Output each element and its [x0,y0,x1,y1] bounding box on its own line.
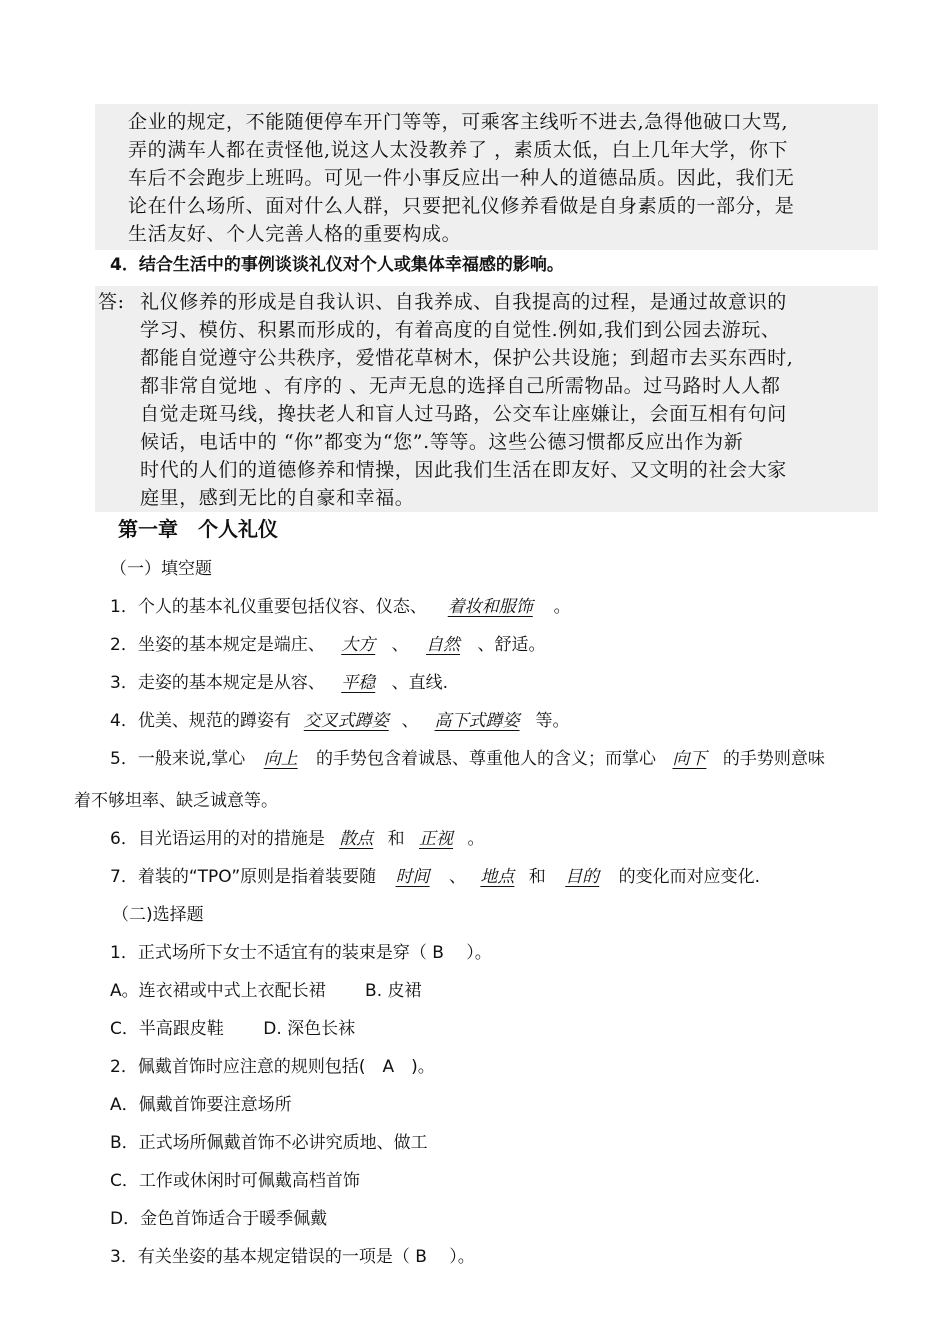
fill-item-6 [110,826,484,852]
choice-line: 2．佩戴首饰时应注意的规则包括( A )。 [110,1057,435,1077]
choice-line: 1．正式场所下女士不适宜有的装束是穿（ B ）。 [110,943,492,963]
fill-text: 、 [448,867,472,887]
answer-line: 都能自觉遵守公共秩序，爱惜花草树木，保护公共设施；到超市去买东西时, [140,347,794,369]
intro-line: 企业的规定，不能随便停车开门等等，可乘客主线听不进去,急得他破口大骂, [128,111,789,133]
answer-line: 学习、模仿、积累而形成的，有着高度的自觉性.例如,我们到公园去游玩、 [140,319,781,341]
fill-text: 4．优美、规范的蹲姿有 [110,711,291,731]
fill-text: 5．一般来说,掌心 [110,749,246,769]
fill-text: 的手势包含着诚恳、尊重他人的含义；而掌心 [316,749,657,769]
fill-text: 1．个人的基本礼仪重要包括仪容、仪态、 [110,597,427,617]
fill-answer: 地点 [480,867,515,887]
fill-answer: 交叉式蹲姿 [303,711,389,731]
answer-label: 答: [98,291,125,313]
answer-line: 候话，电话中的 “你”都变为“您”.等等。这些公德习惯都反应出作为新 [140,431,744,453]
choice-line: C．工作或休闲时可佩戴高档首饰 [110,1171,360,1191]
fill-text: 6．目光语运用的对的措施是 [110,829,325,849]
fill-text: 3．走姿的基本规定是从容、 [110,673,325,693]
choice-line: B．正式场所佩戴首饰不必讲究质地、做工 [110,1133,428,1153]
fill-text: 、 [401,711,425,731]
fill-answer: 自然 [426,635,461,655]
fill-answer: 散点 [339,829,374,849]
answer-line: 时代的人们的道德修养和情操，因此我们生活在即友好、又文明的社会大家 [140,459,787,481]
answer-line: 庭里，感到无比的自豪和幸福。 [140,487,415,509]
fill-section-heading: （一）填空题 [110,559,212,579]
choice-line: D．金色首饰适合于暖季佩戴 [110,1209,328,1229]
fill-text: 2．坐姿的基本规定是端庄、 [110,635,325,655]
fill-text: 。 [553,597,571,617]
fill-text: 的变化而对应变化. [618,867,760,887]
fill-answer: 目的 [565,867,600,887]
intro-line: 论在什么场所、面对什么人群，只要把礼仪修养看做是自身素质的一部分，是 [128,195,795,217]
intro-line: 车后不会跑步上班吗。可见一件小事反应出一种人的道德品质。因此，我们无 [128,167,795,189]
fill-text: 和 [528,867,552,887]
fill-answer: 着妆和服饰 [447,597,533,617]
fill-item-2 [110,632,545,658]
choice-section-heading: （二)选择题 [112,905,204,925]
fill-text: 、舒适。 [477,635,546,655]
fill-text: 和 [387,829,411,849]
fill-item-5-continuation: 着不够坦率、缺乏诚意等。 [74,791,278,811]
fill-text: 、 [391,635,409,655]
fill-answer: 时间 [395,867,430,887]
choice-line: 3．有关坐姿的基本规定错误的一项是（ B ）。 [110,1247,475,1267]
fill-item-5 [110,746,825,772]
chapter-title: 第一章 个人礼仪 [118,517,278,541]
fill-answer: 大方 [341,635,376,655]
fill-answer: 向上 [263,749,298,769]
choice-line: A．佩戴首饰要注意场所 [110,1095,292,1115]
fill-answer: 高下式蹲姿 [434,711,520,731]
answer-line: 礼仪修养的形成是自我认识、自我养成、自我提高的过程，是通过故意识的 [140,291,787,313]
intro-line: 弄的满车人都在责怪他,说这人太没教养了 ，素质太低，白上几年大学，你下 [128,139,789,161]
fill-answer: 向下 [672,749,707,769]
fill-text: 的手势则意味 [722,749,825,769]
choice-line: C．半高跟皮鞋 D. 深色长袜 [110,1019,356,1039]
answer-line: 自觉走斑马线，搀扶老人和盲人过马路，公交车让座嫌让，会面互相有句问 [140,403,787,425]
fill-text: 7．着装的“TPO”原则是指着装要随 [110,867,377,887]
fill-item-7 [110,864,760,890]
fill-answer: 平稳 [341,673,376,693]
fill-item-4 [110,708,569,734]
question-4: 4．结合生活中的事例谈谈礼仪对个人或集体幸福感的影响。 [110,255,564,275]
intro-line: 生活友好、个人完善人格的重要构成。 [128,223,462,245]
fill-item-1 [110,594,571,620]
choice-line: A。连衣裙或中式上衣配长裙 B. 皮裙 [110,981,422,1001]
fill-text: 等。 [535,711,570,731]
fill-item-3 [110,670,448,696]
answer-line: 都非常自觉地 、有序的 、无声无息的选择自己所需物品。过马路时人人都 [140,375,781,397]
fill-text: 、直线. [391,673,449,693]
fill-text: 。 [467,829,485,849]
fill-answer: 正视 [419,829,454,849]
